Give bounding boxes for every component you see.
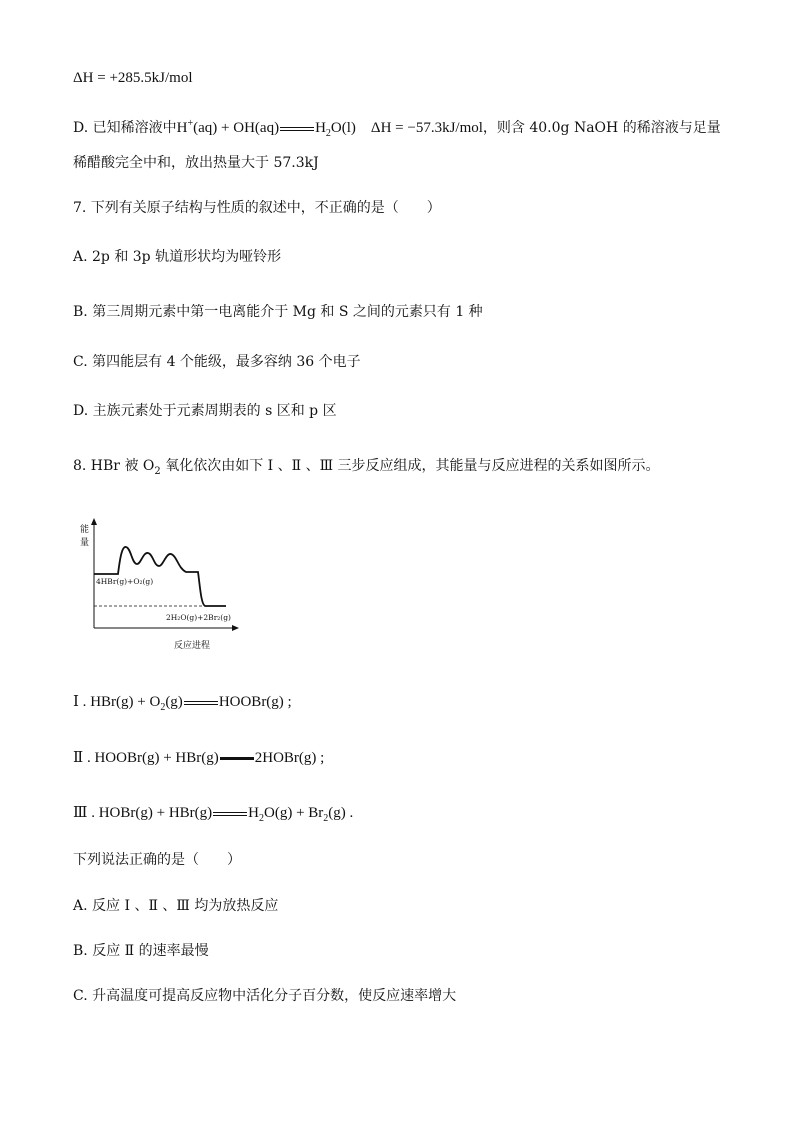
equals-arrow-icon	[184, 701, 218, 705]
q7-option-a: A. 2p 和 3p 轨道形状均为哑铃形	[73, 249, 282, 265]
y-axis-arrow-icon	[91, 518, 97, 525]
q7-stem: 7. 下列有关原子结构与性质的叙述中，不正确的是（ ）	[73, 200, 441, 216]
q8-step-3: Ⅲ . HOBr(g) + HBr(g) $H_2O(g) + Br_2(g)$ .	[73, 805, 354, 824]
energy-diagram	[74, 516, 254, 654]
q8-option-b: B. 反应 Ⅱ 的速率最慢	[73, 943, 209, 959]
x-axis-label: 反应进程	[174, 641, 211, 651]
q8-stem: 8. HBr 被 $O_2$ 氧化依次由如下 Ⅰ 、Ⅱ 、Ⅲ 三步反应组成，其能量与反应进程的关系如图所示。	[73, 458, 660, 477]
q6-option-d: D. 已知稀溶液中H+(aq) + OH(aq) $H_2O(l)$ ΔH = −57.3kJ/mol，则含 40.0g NaOH 的稀溶液与足量	[73, 118, 721, 139]
q8-step-2: Ⅱ . HOOBr(g) + HBr(g) 2HOBr(g) ;	[73, 750, 325, 766]
products-label: 2H₂O(g)+2Br₂(g)	[166, 613, 231, 622]
y-axis-label-1: 能	[80, 525, 90, 535]
q8-step-1: Ⅰ . $HBr(g) + O_2(g)$ HOOBr(g) ;	[73, 694, 292, 713]
equals-arrow-icon	[213, 812, 247, 816]
q6-option-d-line2: 稀醋酸完全中和，放出热量大于 57.3kJ	[73, 155, 319, 171]
equals-arrow-icon	[280, 127, 314, 131]
x-axis-arrow-icon	[232, 625, 239, 631]
q6-dh-line: ΔH = +285.5kJ/mol	[73, 70, 193, 86]
q8-question: 下列说法正确的是（ ）	[73, 852, 241, 868]
q8-option-a: A. 反应 Ⅰ 、Ⅱ 、Ⅲ 均为放热反应	[73, 898, 279, 914]
reactants-label: 4HBr(g)+O₂(g)	[96, 577, 154, 586]
q7-option-b: B. 第三周期元素中第一电离能介于 Mg 和 S 之间的元素只有 1 种	[73, 304, 483, 320]
arrow-line-icon	[220, 757, 254, 760]
q7-option-c: C. 第四能层有 4 个能级，最多容纳 36 个电子	[73, 354, 361, 370]
q8-option-c: C. 升高温度可提高反应物中活化分子百分数，使反应速率增大	[73, 988, 457, 1004]
q7-option-d: D. 主族元素处于元素周期表的 s 区和 p 区	[73, 403, 337, 419]
y-axis-label-2: 量	[80, 538, 90, 548]
